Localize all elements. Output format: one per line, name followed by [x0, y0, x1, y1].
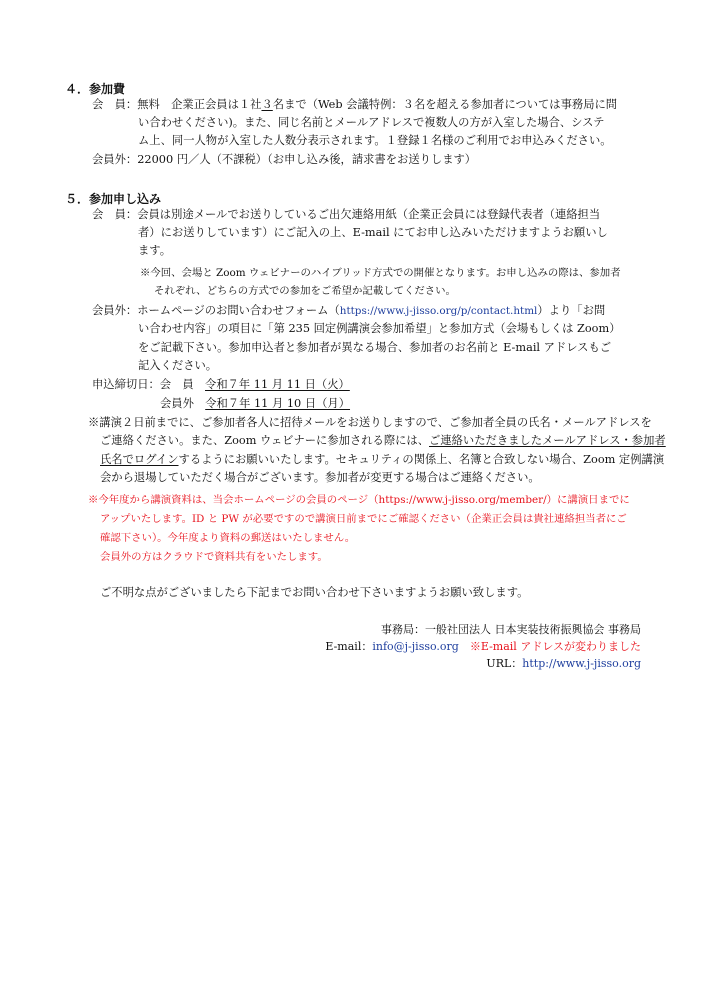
- invite-note-line-4: 会から退場していただく場合がございます。参加者が変更する場合はご連絡ください。: [100, 471, 540, 484]
- materials-note-line-2: アップいたします。ID と PW が必要ですので講演日前までにご確認ください（企業正会員は貴社連絡担当者にご: [100, 513, 627, 525]
- contact-url-label: URL：: [486, 657, 523, 670]
- apply-members-label: 会 員：: [92, 208, 138, 221]
- fee-nonmembers-label: 会員外：: [92, 153, 138, 166]
- hybrid-note-line-2: それぞれ、どちらの方式での参加をご希望か記載してください。: [154, 285, 456, 297]
- apply-members-text-1: 会員は別途メールでお送りしているご出欠連絡用紙（企業正会員には登録代表者（連絡担当: [137, 208, 601, 221]
- apply-members-line-2: 者）にお送りしています）にご記入の上、E-mail にてお申し込みいただけますようお願いし: [138, 226, 608, 239]
- materials-note-line-1: ※今年度から講演資料は、当会ホームページの会員のページ（https://www.j-jisso.org/member/）に講演日までに: [88, 494, 630, 506]
- apply-nonmembers-line-2: い合わせ内容」の項目に「第 235 回定例講演会参加希望」と参加方式（会場もしくは Zoom）: [138, 322, 621, 335]
- section5-heading: ５．参加申し込み: [65, 192, 162, 206]
- fee-nonmembers-line: [92, 153, 476, 167]
- apply-nonmembers-text-1a: ホームページのお問い合わせフォーム（: [137, 304, 340, 317]
- hybrid-note-line-1: ※今回、会場と Zoom ウェビナーのハイブリッド方式での開催となります。お申し込みの際は、参加者: [140, 267, 621, 279]
- closing-text: ご不明な点がございましたら下記までお問い合わせ下さいますようお願い致します。: [100, 586, 529, 599]
- fee-members-text-1a: 無料 企業正会員は１社: [137, 98, 262, 111]
- invite-note-underlined-2: ご連絡いただきましたメールアドレス・参加者: [429, 434, 666, 447]
- invite-note-text-2a: ご連絡ください。また、Zoom ウェビナーに参加される際には、: [100, 434, 430, 447]
- contact-form-link[interactable]: https://www.j-jisso.org/p/contact.html: [339, 305, 538, 317]
- invite-note-underlined-3: 氏名でログイン: [100, 453, 179, 466]
- deadline-members-date: 令和７年 11 月 11 日（火）: [205, 378, 350, 391]
- deadline-label: 申込締切日：: [92, 378, 160, 391]
- materials-note-line-4: 会員外の方はクラウドで資料共有をいたします。: [100, 551, 328, 563]
- contact-email-link[interactable]: info@j-jisso.org: [372, 640, 459, 653]
- apply-members-line-3: ます。: [138, 244, 171, 257]
- contact-email-label: E-mail：: [325, 640, 373, 653]
- fee-members-label: 会 員：: [92, 98, 138, 111]
- section4-heading: ４．参加費: [65, 82, 126, 96]
- email-change-notice: ※E-mail アドレスが変わりました: [469, 640, 641, 653]
- fee-members-line-2: い合わせください)。また、同じ名前とメールアドレスで複数人の方が入室した場合、システ: [138, 116, 605, 129]
- apply-nonmembers-line-4: 記入ください。: [138, 359, 218, 372]
- deadline-nonmembers-date: 令和７年 11 月 10 日（月）: [205, 397, 351, 410]
- apply-nonmembers-line-3: をご記載下さい。参加申込者と参加者が異なる場合、参加者のお名前と E-mail アドレスもご: [138, 341, 612, 354]
- invite-note-line-3: [100, 453, 664, 467]
- apply-nonmembers-line-1: [92, 304, 605, 318]
- apply-nonmembers-label: 会員外：: [92, 304, 138, 317]
- fee-members-line-3: ム上、同一人物が入室した人数分表示されます。１登録１名様のご利用でお申込みください。: [138, 134, 612, 147]
- invite-note-line-2: [100, 434, 666, 448]
- contact-url-link[interactable]: http://www.j-jisso.org: [522, 657, 641, 670]
- apply-nonmembers-text-1b: ）より「お問: [537, 304, 606, 317]
- deadline-nonmembers-label: 会員外: [160, 397, 194, 410]
- fee-members-text-1b: 名まで（Web 会議特例：３名を超える参加者については事務局に問: [272, 98, 618, 111]
- contact-url-line: [486, 655, 641, 671]
- deadline-members-label: 会 員: [159, 378, 194, 391]
- invite-note-text-3b: するようにお願いいたします。セキュリティの関係上、名簿と合致しない場合、Zoom 定例講演: [178, 453, 665, 466]
- deadline-members-line: [92, 378, 350, 392]
- contact-email-line: [325, 638, 641, 654]
- fee-members-limit: ３: [261, 98, 273, 111]
- apply-members-line-1: [92, 208, 600, 222]
- materials-note-line-3: 確認下さい）。今年度より資料の郵送はいたしません。: [100, 532, 356, 544]
- deadline-nonmembers-line: [160, 397, 350, 411]
- invite-note-line-1: ※講演２日前までに、ご参加者各人に招待メールをお送りしますので、ご参加者全員の氏名・メールアドレスを: [88, 416, 652, 429]
- fee-nonmembers-text: 22000 円／人（不課税）（お申し込み後，請求書をお送りします）: [137, 153, 477, 166]
- fee-members-line-1: [92, 98, 617, 112]
- contact-office: 事務局：一般社団法人 日本実装技術振興協会 事務局: [381, 623, 641, 636]
